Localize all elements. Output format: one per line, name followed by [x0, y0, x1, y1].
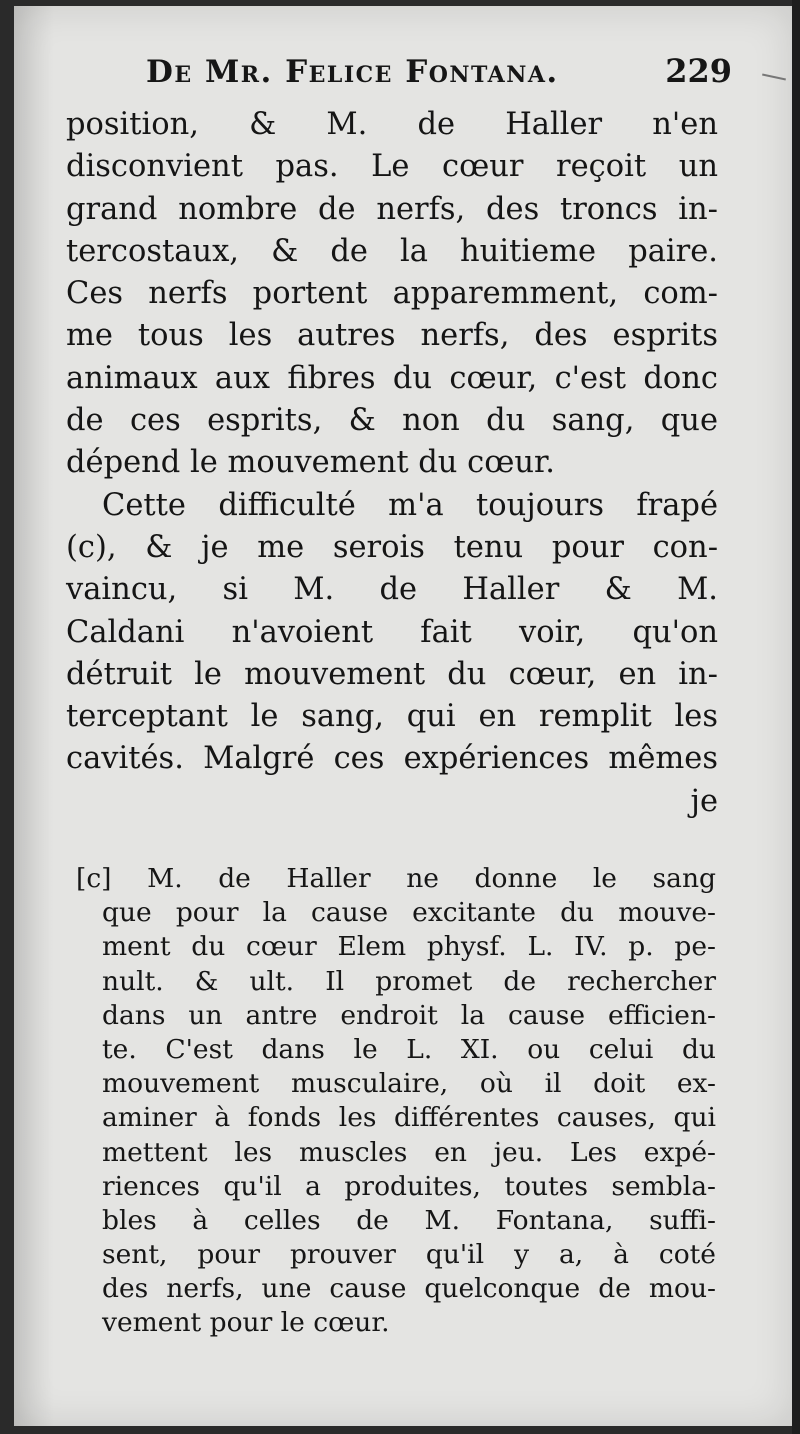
body-line: cavités. Malgré ces expériences mêmes [66, 741, 718, 777]
footnote-line: [c] M. de Haller ne donne le sang [76, 863, 716, 894]
body-line: Cette difficulté m'a toujours frapé [102, 487, 718, 523]
footnote-line: vement pour le cœur. [102, 1307, 390, 1339]
body-line: tercostaux, & de la huitieme paire. [66, 233, 718, 269]
page-header [146, 52, 732, 90]
body-line: de ces esprits, & non du sang, que [66, 403, 718, 439]
footnote-line: bles à celles de M. Fontana, suffi- [102, 1204, 716, 1236]
footnote-line: te. C'est dans le L. XI. ou celui du [102, 1033, 716, 1065]
footnote-line: riences qu'il a produites, toutes sembla- [102, 1170, 716, 1202]
body-line: Ces nerfs portent apparemment, com- [66, 276, 718, 312]
body-line: grand nombre de nerfs, des troncs in- [66, 191, 718, 227]
footnote [76, 862, 716, 1341]
body-line: (c), & je me serois tenu pour con- [66, 529, 718, 565]
body-line: animaux aux fibres du cœur, c'est donc [66, 360, 718, 396]
footnote-line: que pour la cause excitante du mouve- [102, 897, 716, 929]
running-head: De Mr. Felice Fontana. [146, 54, 559, 90]
page-gutter-shadow [14, 6, 54, 1426]
footnote-line: des nerfs, une cause quelconque de mou- [102, 1273, 716, 1305]
body-line: détruit le mouvement du cœur, en in- [66, 656, 718, 692]
footnote-line: mettent les muscles en jeu. Les expé- [102, 1136, 716, 1168]
body-line: position, & M. de Haller n'en [66, 107, 718, 142]
body-line: dépend le mouvement du cœur. [66, 445, 555, 481]
footnote-line: aminer à fonds les différentes causes, qui [102, 1102, 716, 1134]
footnote-line: nult. & ult. Il promet de rechercher [102, 965, 716, 997]
footnote-line: mouvement musculaire, où il doit ex- [102, 1068, 716, 1100]
body-text [66, 104, 718, 823]
body-line: disconvient pas. Le cœur reçoit un [66, 149, 718, 185]
body-line: terceptant le sang, qui en remplit les [66, 699, 718, 735]
body-line: me tous les autres nerfs, des esprits [66, 318, 718, 354]
catchword: je [690, 783, 718, 819]
body-line: Caldani n'avoient fait voir, qu'on [66, 614, 718, 650]
body-line: vaincu, si M. de Haller & M. [66, 572, 718, 608]
page-number: 229 [665, 52, 732, 90]
footnote-line: ment du cœur Elem physf. L. IV. p. pe- [102, 931, 716, 963]
footnote-line: dans un antre endroit la cause efficien- [102, 999, 716, 1031]
page-edge [792, 0, 800, 1434]
footnote-line: sent, pour prouver qu'il y a, à coté [102, 1239, 716, 1271]
